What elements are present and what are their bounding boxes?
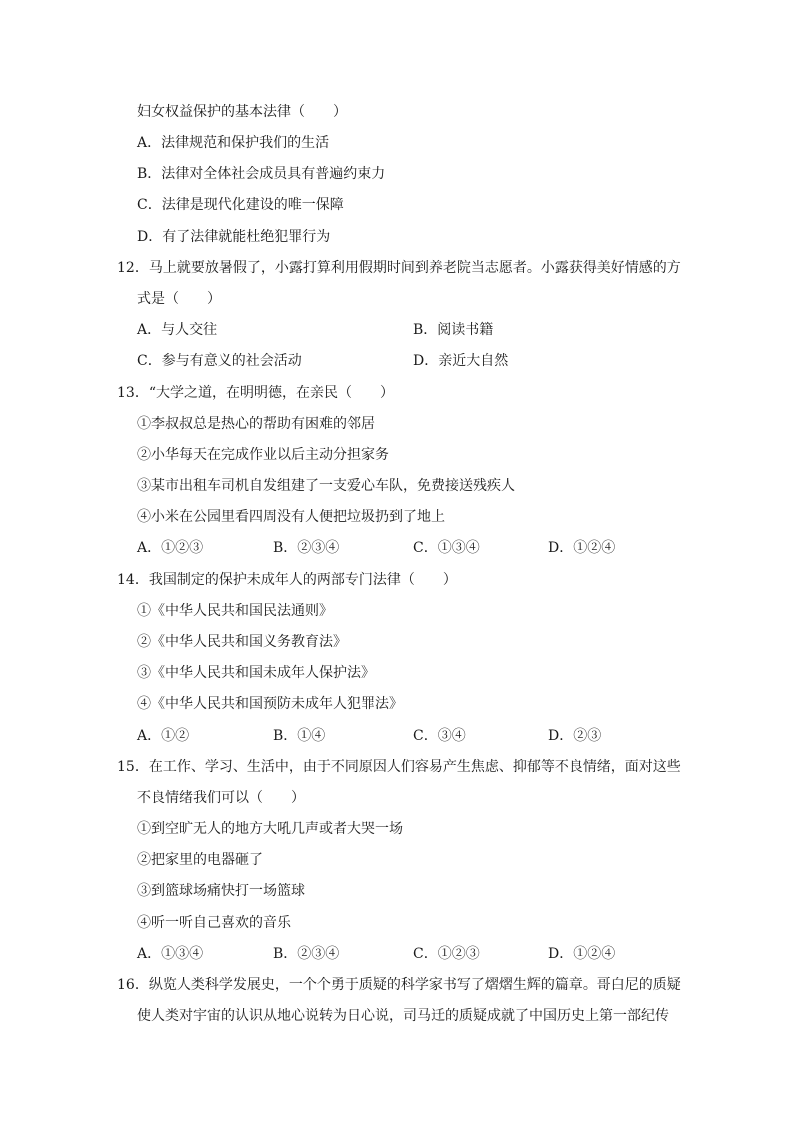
q15-item-2: ②把家里的电器砸了 [137,852,263,868]
q13-stem: 13．“大学之道，在明明德，在亲民（ ） [117,385,394,401]
q15-item-3: ③到篮球场痛快打一场篮球 [137,883,305,899]
q14-stem: 14．我国制定的保护未成年人的两部专门法律（ ） [117,572,457,588]
q14-item-4: ④《中华人民共和国预防未成年人犯罪法》 [137,696,403,712]
q13-item-3: ③某市出租车司机自发组建了一支爱心车队，免费接送残疾人 [137,478,515,494]
q12-stem-line2: 式是（ ） [137,291,221,307]
q14-item-2: ②《中华人民共和国义务教育法》 [137,634,347,650]
q15-item-4: ④听一听自己喜欢的音乐 [137,915,291,931]
q11-option-d: D．有了法律就能杜绝犯罪行为 [137,229,331,245]
q12-option-c: C．参与有意义的社会活动 [137,353,302,369]
q12-option-b: B．阅读书籍 [413,322,494,338]
q12-stem-line1: 12．马上就要放暑假了，小露打算利用假期时间到养老院当志愿者。小露获得美好情感的方 [117,260,681,276]
q14-option-a: A．①② [137,728,190,744]
q16-stem-line2: 使人类对宇宙的认识从地心说转为日心说，司马迁的质疑成就了中国历史上第一部纪传 [137,1008,669,1024]
q15-option-c: C．①②③ [413,946,480,962]
q14-item-1: ①《中华人民共和国民法通则》 [137,603,333,619]
q14-option-c: C．③④ [413,728,466,744]
q11-stem-continued: 妇女权益保护的基本法律（ ） [137,104,347,120]
q12-option-d: D．亲近大自然 [413,353,509,369]
q15-option-a: A．①③④ [137,946,204,962]
q13-option-c: C．①③④ [413,540,480,556]
q13-option-a: A．①②③ [137,540,204,556]
q15-option-b: B．②③④ [273,946,340,962]
q13-item-4: ④小米在公园里看四周没有人便把垃圾扔到了地上 [137,509,445,525]
q16-stem-line1: 16．纵览人类科学发展史，一个个勇于质疑的科学家书写了熠熠生辉的篇章。哥白尼的质疑 [117,977,681,993]
q14-option-b: B．①④ [273,728,326,744]
q15-stem-line2: 不良情绪我们可以（ ） [137,790,305,806]
q14-item-3: ③《中华人民共和国未成年人保护法》 [137,665,375,681]
q15-stem-line1: 15．在工作、学习、生活中，由于不同原因人们容易产生焦虑、抑郁等不良情绪，面对这些 [117,759,681,775]
q15-item-1: ①到空旷无人的地方大吼几声或者大哭一场 [137,821,403,837]
q14-option-d: D．②③ [548,728,602,744]
q11-option-a: A．法律规范和保护我们的生活 [137,135,330,151]
q15-option-d: D．①②④ [548,946,616,962]
q11-option-c: C．法律是现代化建设的唯一保障 [137,197,344,213]
q12-option-a: A．与人交往 [137,322,218,338]
q13-item-2: ②小华每天在完成作业以后主动分担家务 [137,447,389,463]
q13-option-d: D．①②④ [548,540,616,556]
q13-item-1: ①李叔叔总是热心的帮助有困难的邻居 [137,416,375,432]
q11-option-b: B．法律对全体社会成员具有普遍约束力 [137,166,386,182]
q13-option-b: B．②③④ [273,540,340,556]
